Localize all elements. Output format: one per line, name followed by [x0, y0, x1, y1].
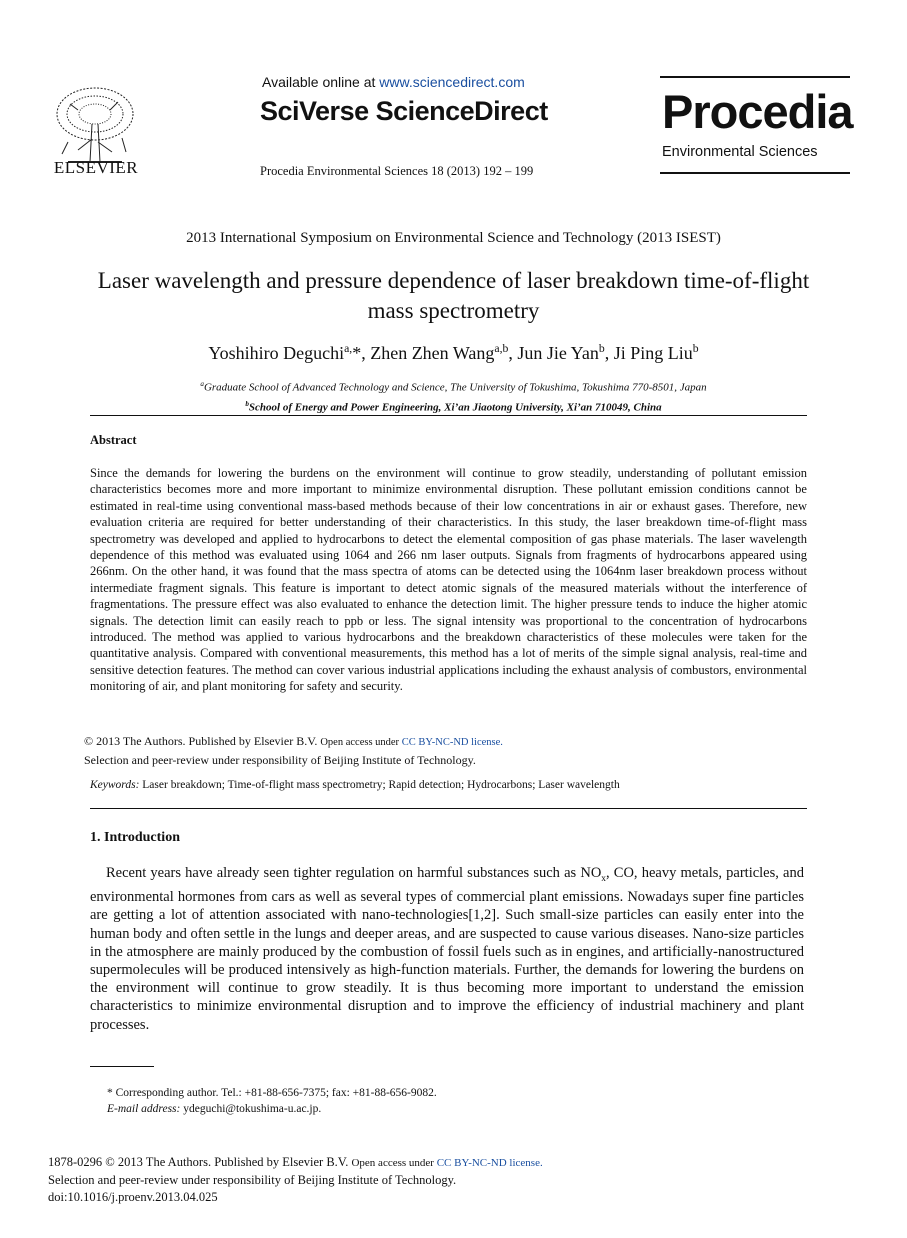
platform-name: SciVerse ScienceDirect	[260, 96, 548, 126]
affiliation-sup: b	[245, 399, 249, 408]
abstract-heading: Abstract	[90, 433, 137, 447]
affiliations	[0, 376, 907, 415]
keywords-label: Keywords:	[90, 779, 140, 791]
doi[interactable]: doi:10.1016/j.proenv.2013.04.025	[48, 1190, 218, 1204]
section-heading: 1. Introduction	[90, 830, 180, 845]
affiliation-a	[0, 376, 907, 396]
open-access-text: Open access under	[320, 737, 402, 748]
affiliation-text: Graduate School of Advanced Technology and Science, The University of Tokushima, Tokushima 770-8501, Japan	[203, 381, 707, 394]
intro-text: , CO, heavy metals, particles, and environmental hormones from cars as well as several types of commercial plant emissions. Nowadays super fine particles are getting a lot of attention associated with nano-technologies[1,2]. Such small-size particles can easily enter into the human body and often settle in the lungs and deeper areas, and are suspected to cause various diseases. Nano-size particles in the atmosphere are mainly produced by the combustion of fossil fuels such as in engines, and artificially-nanostructured supermolecules will be produced intensively as high-function materials. Further, the demands for lowering the burdens on the environment will continue to grow steadily. It is thus becoming more important to understand the emission characteristics to minimize environmental disruption and to improve the efficiency of industrial machinery and plant processes.	[90, 865, 804, 1033]
available-online	[262, 74, 525, 90]
email-address[interactable]: ydeguchi@tokushima-u.ac.jp.	[180, 1102, 322, 1115]
footnote-rule	[90, 1066, 154, 1067]
journal-logo: Procedia	[662, 85, 853, 138]
peer-review-text: Selection and peer-review under responsibility of Beijing Institute of Technology.	[48, 1173, 457, 1187]
corresponding-author: * Corresponding author. Tel.: +81-88-656-7375; fax: +81-88-656-9082.	[107, 1087, 437, 1099]
author-affil-sup: a,	[344, 342, 353, 355]
affiliation-b	[0, 396, 907, 416]
license-link[interactable]: CC BY-NC-ND license.	[401, 737, 503, 748]
available-prefix: Available online at	[262, 74, 380, 90]
divider	[90, 415, 807, 416]
conference-name: 2013 International Symposium on Environmental Science and Technology (2013 ISEST)	[186, 230, 721, 246]
author-name: Jun Jie Yan	[517, 343, 599, 363]
copyright-text: © 2013 The Authors. Published by Elsevier B.V.	[84, 734, 321, 748]
keywords	[90, 779, 620, 791]
affiliation-sup: a	[200, 380, 204, 388]
author-affil-sup: b	[598, 342, 605, 355]
open-access-text: Open access under	[351, 1157, 437, 1169]
journal-logo-subtitle: Environmental Sciences	[662, 144, 818, 160]
copyright-notice	[84, 733, 804, 768]
page-footer	[48, 1154, 543, 1206]
author-list: Yoshihiro Deguchi$^{a,}$*, Zhen Zhen Wang$^{a,b}$, Jun Jie Yan$^b$, Ji Ping Liu$^b$	[208, 342, 699, 363]
peer-review-text: Selection and peer-review under responsibility of Beijing Institute of Technology.	[84, 752, 476, 767]
divider	[90, 808, 807, 809]
footnote	[107, 1086, 437, 1117]
subscript: x	[601, 873, 606, 884]
corresponding-mark: *	[352, 343, 362, 363]
issn-copyright: 1878-0296 © 2013 The Authors. Published by Elsevier B.V.	[48, 1155, 352, 1169]
author-affil-sup: a,b	[494, 342, 509, 355]
procedia-bottom-rule	[660, 172, 850, 174]
keywords-text: Laser breakdown; Time-of-flight mass spectrometry; Rapid detection; Hydrocarbons; Laser wavelength	[142, 779, 620, 791]
license-link[interactable]: CC BY-NC-ND license.	[436, 1157, 543, 1169]
sciencedirect-link[interactable]: www.sciencedirect.com	[379, 74, 525, 90]
abstract-text: Since the demands for lowering the burdens on the environment will continue to grow steadily, understanding of pollutant emission characteristics becomes more and more important to minimize environmental disruption. These pollutant emission conditions cannot be estimated in real-time using conventional mass-based methods because of their low concentrations in air or exhaust gases. Therefore, new evaluation criteria are required for better understanding of their characteristics. In this study, the laser breakdown time-of-flight mass spectrometry was developed and applied to hydrocarbons to detect the elemental composition of gas phase materials. The laser wavelength dependence of this method was evaluated using 1064 and 266 nm laser outputs. Signals from fragments of hydrocarbons appeared using 266nm. On the other hand, it was found that the mass spectra of atoms can be detected using the 1064nm laser breakdown process without intermediate fragment signals. This feature is important to detect atomic signals of the measured materials without the interference of fragmentations. The pressure effect was also evaluated to enhance the detection limit. The higher pressure tends to induce the higher atomic signals. The detection limit can easily reach to ppb or less. The signal intensity was proportional to the concentration of hydrocarbons introduced. The method was applied to various hydrocarbons and the breakdown characteristics of these molecules were taken for the quantitative analysis. Compared with conventional measurements, this method has a lot of merits of the simple signal analysis, real-time and sensitive detection features. The method can cover various industrial applications including the exhaust analysis of combustors, environmental monitoring of air, and plant monitoring for safety and security.	[90, 466, 807, 694]
affiliation-text: School of Energy and Power Engineering, Xi’an Jiaotong University, Xi’an 710049, China	[248, 401, 662, 414]
intro-text: Recent years have already seen tighter regulation on harmful substances such as NO	[106, 865, 602, 881]
publisher-wordmark: ELSEVIER	[53, 158, 139, 177]
journal-reference: Procedia Environmental Sciences 18 (2013) 192 – 199	[260, 164, 534, 178]
paper-title: Laser wavelength and pressure dependence of laser breakdown time-of-flight mass spectrometry	[97, 268, 810, 323]
intro-paragraph	[90, 864, 804, 1034]
author-name: Zhen Zhen Wang	[370, 343, 495, 363]
email-label: E-mail address:	[107, 1102, 181, 1115]
author-name: Yoshihiro Deguchi	[208, 343, 345, 363]
author-name: Ji Ping Liu	[613, 343, 693, 363]
procedia-top-rule	[660, 76, 850, 78]
author-affil-sup: b	[692, 342, 699, 355]
